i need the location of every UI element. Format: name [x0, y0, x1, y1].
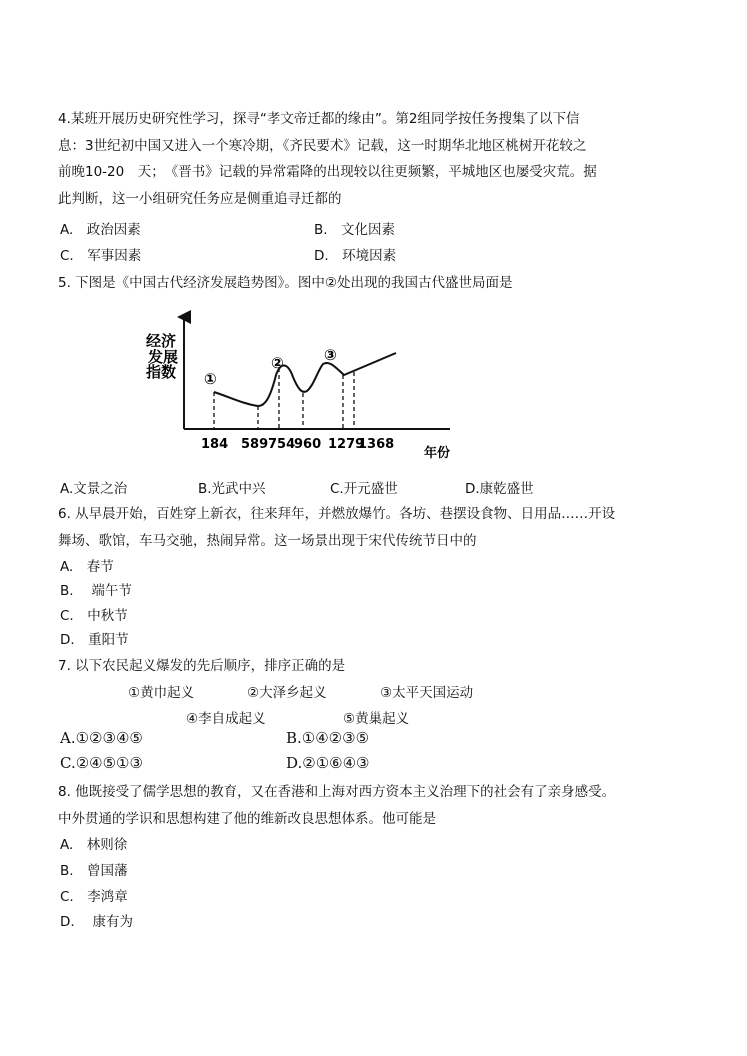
q7-stem: 7. 以下农民起义爆发的先后顺序，排序正确的是 — [58, 658, 346, 674]
q8-stem-line-2: 中外贯通的学识和思想构建了他的维新改良思想体系。他可能是 — [58, 811, 436, 827]
x-axis-label: 年份 — [424, 446, 451, 461]
q7-option-a[interactable]: A.①②③④⑤ — [60, 729, 143, 747]
q4-option-d[interactable]: D. 环境因素 — [314, 248, 397, 264]
q7-item-3: ③太平天国运动 — [380, 685, 474, 701]
q7-item-5: ⑤黄巢起义 — [343, 711, 410, 727]
economic-trend-chart — [140, 305, 470, 465]
q5-stem: 5. 下图是《中国古代经济发展趋势图》。图中②处出现的我国古代盛世局面是 — [58, 275, 513, 291]
y-axis-label-line-1: 经济 — [146, 332, 177, 350]
q6-option-b[interactable]: B. 端午节 — [60, 583, 132, 599]
q7-option-d[interactable]: D.②①⑥④③ — [286, 754, 370, 772]
q7-item-2: ②大泽乡起义 — [247, 685, 327, 701]
q6-option-d[interactable]: D. 重阳节 — [60, 632, 129, 648]
q6-stem-line-2: 舞场、歌馆，车马交驰，热闹异常。这一场景出现于宋代传统节日中的 — [58, 533, 477, 549]
q7-item-4: ④李自成起义 — [186, 711, 266, 727]
q6-stem-line-1: 6. 从早晨开始，百姓穿上新衣，往来拜年，并燃放爆竹。各坊、巷摆设食物、日用品……开设 — [58, 506, 616, 522]
q4-option-a[interactable]: A. 政治因素 — [60, 222, 141, 238]
q7-option-c[interactable]: C.②④⑤①③ — [60, 754, 143, 772]
q6-option-a[interactable]: A. 春节 — [60, 559, 114, 575]
marker-1: ① — [204, 370, 217, 388]
x-tick-1279: 1279 — [328, 437, 365, 452]
q8-option-c[interactable]: C. 李鸿章 — [60, 889, 128, 905]
q4-stem-line-4: 此判断，这一小组研究任务应是侧重追寻迁都的 — [58, 191, 342, 207]
q8-option-d[interactable]: D. 康有为 — [60, 914, 133, 930]
x-tick-589: 589 — [241, 437, 269, 452]
y-axis-label-line-2: 发展 — [148, 348, 179, 366]
q5-option-a[interactable]: A.文景之治 — [60, 481, 128, 497]
q5-option-c[interactable]: C.开元盛世 — [330, 481, 398, 497]
economic-trend-curve — [214, 353, 396, 406]
q8-option-a[interactable]: A. 林则徐 — [60, 837, 128, 853]
q7-option-b[interactable]: B.①④②③⑤ — [286, 729, 370, 747]
x-tick-754: 754 — [268, 437, 296, 452]
x-tick-1368: 1368 — [358, 437, 395, 452]
q4-option-b[interactable]: B. 文化因素 — [314, 222, 396, 238]
q4-stem-line-1: 4.某班开展历史研究性学习，探寻“孝文帝迁都的缘由”。第2组同学按任务搜集了以下信 — [58, 111, 580, 127]
x-tick-184: 184 — [201, 437, 229, 452]
q5-option-b[interactable]: B.光武中兴 — [198, 481, 266, 497]
x-tick-960: 960 — [294, 437, 322, 452]
q4-option-c[interactable]: C. 军事因素 — [60, 248, 142, 264]
q8-option-b[interactable]: B. 曾国藩 — [60, 863, 128, 879]
q4-stem-line-2: 息：3世纪初中国又进入一个寒冷期，《齐民要术》记载，这一时期华北地区桃树开花较之 — [58, 138, 587, 154]
q6-option-c[interactable]: C. 中秋节 — [60, 608, 128, 624]
q8-stem-line-1: 8. 他既接受了儒学思想的教育，又在香港和上海对西方资本主义治理下的社会有了亲身感受。 — [58, 784, 616, 800]
y-axis-label-line-3: 指数 — [146, 363, 177, 381]
q5-option-d[interactable]: D.康乾盛世 — [465, 481, 534, 497]
q7-item-1: ①黄巾起义 — [128, 685, 195, 701]
marker-2: ② — [271, 354, 284, 372]
q4-stem-line-3: 前晚10-20 天； 《晋书》记载的异常霜降的出现较以往更频繁，平城地区也屡受灾荒。据 — [58, 164, 597, 180]
marker-3: ③ — [324, 346, 337, 364]
